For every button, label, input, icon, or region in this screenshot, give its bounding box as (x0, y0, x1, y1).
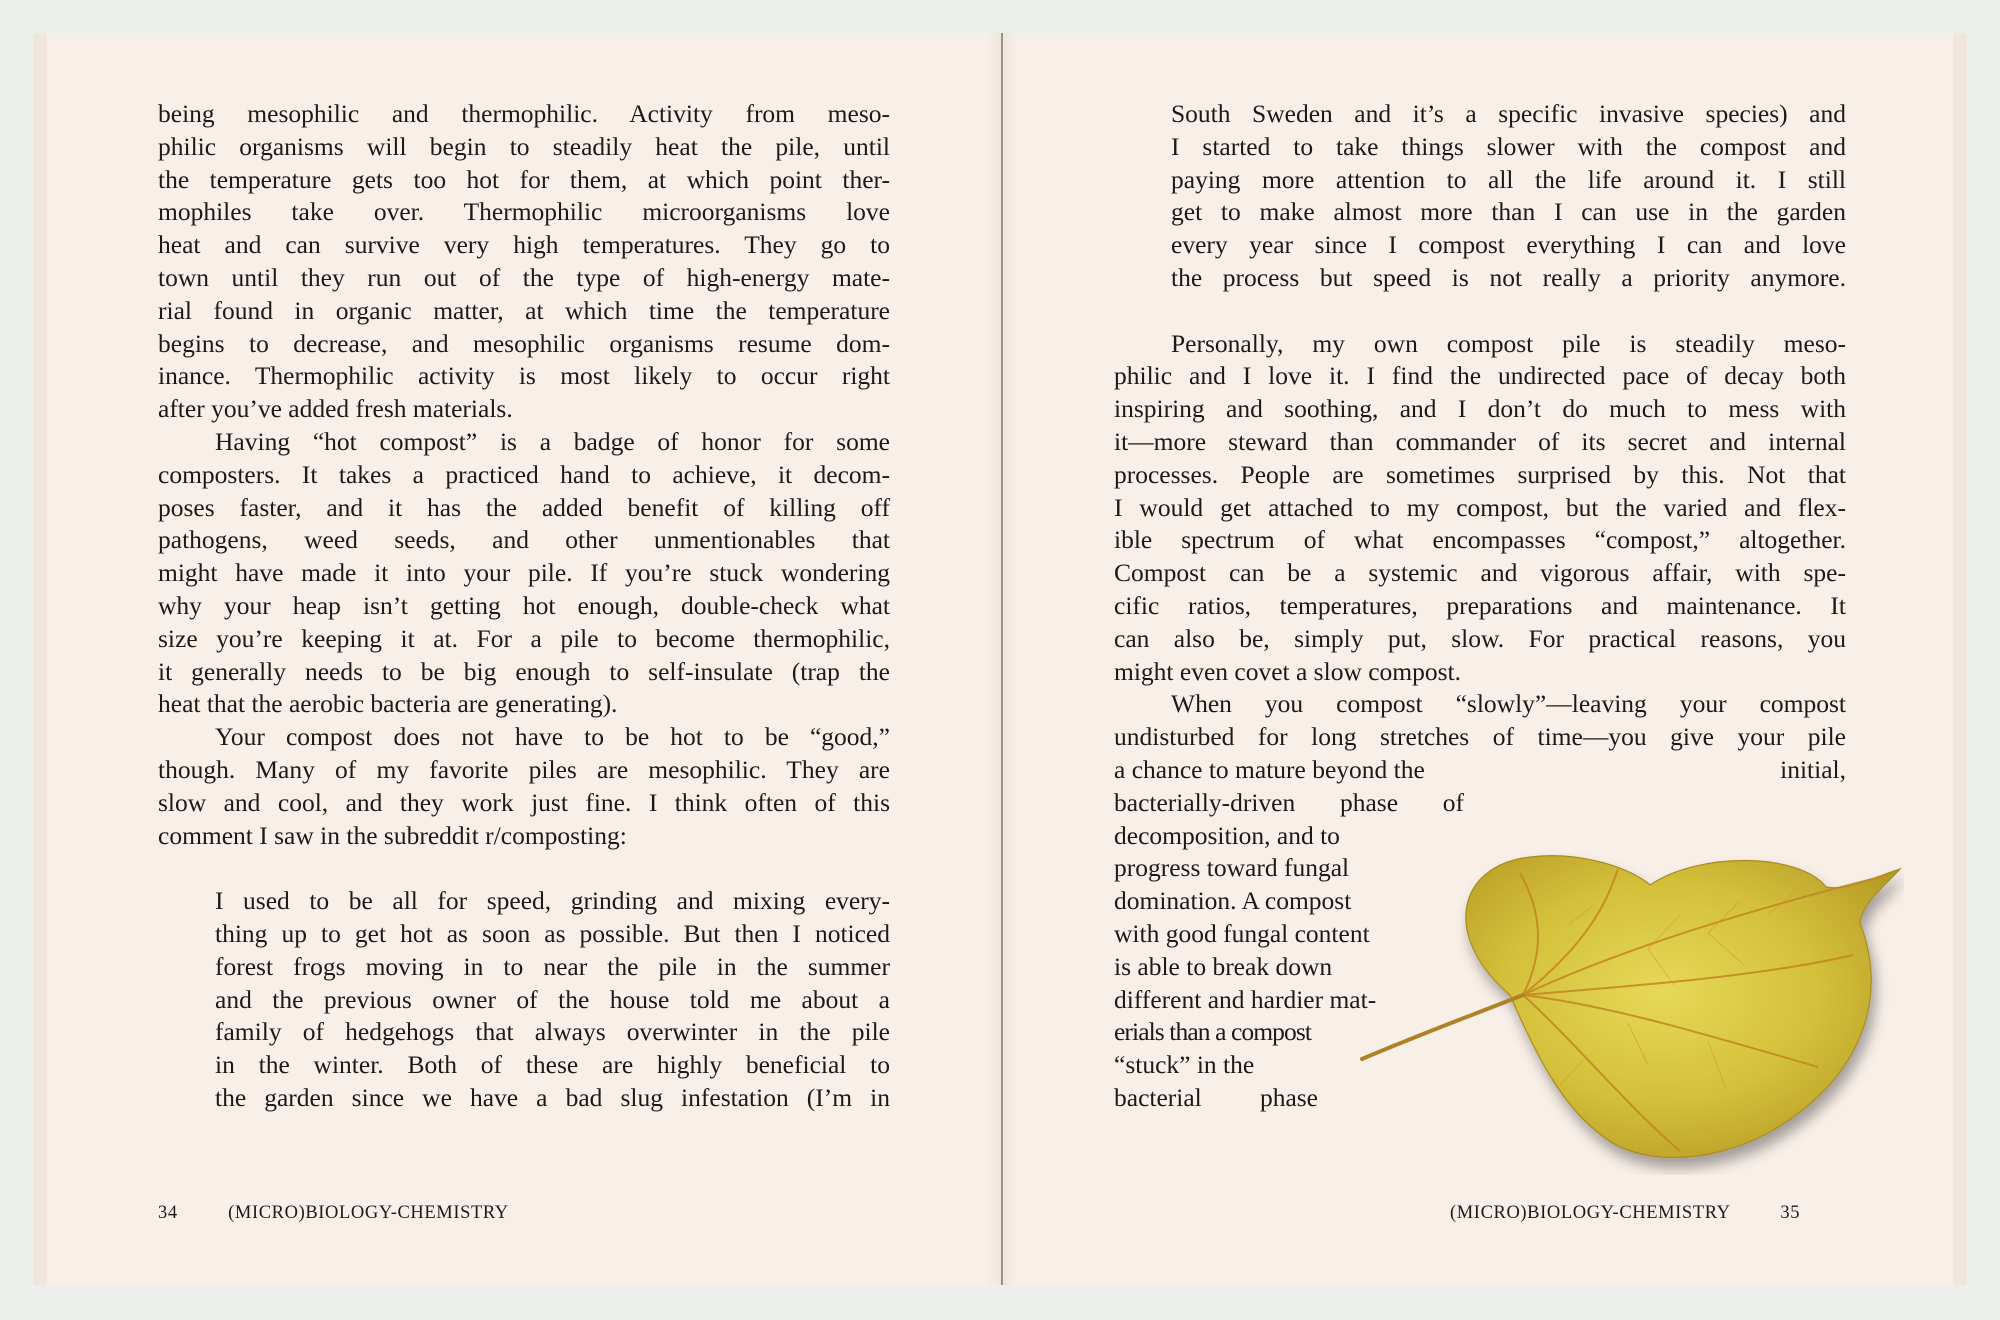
body-line: though. Many of my favorite piles are mesophilic. They are (158, 754, 890, 784)
body-line: inspiring and soothing, and I don’t do much to mess with (1114, 394, 1846, 424)
wrap-line: is able to break down (1114, 951, 1333, 981)
wrap-line: bacterially-driven phase of (1114, 787, 1464, 817)
page-number: 35 (1780, 1203, 1801, 1223)
right-page-edge (1953, 33, 1967, 1285)
leaf-icon (1348, 845, 1904, 1175)
book-gutter (1001, 33, 1003, 1285)
left-page-text (158, 98, 890, 1115)
quote-line: I used to be all for speed, grinding and mixing every- (215, 886, 890, 916)
wrap-line: decomposition, and to (1114, 820, 1340, 850)
quote-line: and the previous owner of the house told me about a (215, 984, 890, 1014)
split-line-left: a chance to mature beyond the (1114, 754, 1425, 784)
body-line: being mesophilic and thermophilic. Activity from meso- (158, 99, 890, 128)
body-line: cific ratios, temperatures, preparations and maintenance. It (1114, 590, 1846, 620)
body-line: Your compost does not have to be hot to be “good,” (215, 722, 890, 752)
body-line: rial found in organic matter, at which time the temperature (158, 295, 890, 325)
quote-line: I started to take things slower with the compost and (1171, 131, 1846, 161)
left-page-edge (33, 33, 47, 1285)
running-head: (MICRO)BIOLOGY-CHEMISTRY (228, 1203, 509, 1223)
body-line: comment I saw in the subreddit r/composting: (158, 820, 627, 850)
body-line: heat that the aerobic bacteria are generating). (158, 689, 618, 719)
wrap-line: bacterial phase (1114, 1082, 1318, 1112)
body-line: Personally, my own compost pile is steadily meso- (1171, 328, 1846, 358)
body-line: mophiles take over. Thermophilic microorganisms love (158, 197, 890, 227)
body-line: composters. It takes a practiced hand to achieve, it decom- (158, 459, 890, 489)
body-line: begins to decrease, and mesophilic organisms resume dom- (158, 328, 890, 358)
body-line: pathogens, weed seeds, and other unmentionables that (158, 525, 890, 555)
quote-line: the process but speed is not really a priority anymore. (1171, 262, 1846, 292)
body-line: processes. People are sometimes surprised by this. Not that (1114, 459, 1846, 489)
quote-line: in the winter. Both of these are highly beneficial to (215, 1050, 890, 1080)
body-line: can also be, simply put, slow. For practical reasons, you (1114, 623, 1846, 653)
body-line: Having “hot compost” is a badge of honor for some (215, 426, 890, 456)
body-line: town until they run out of the type of high-energy mate- (158, 262, 890, 292)
running-head: (MICRO)BIOLOGY-CHEMISTRY (1450, 1203, 1730, 1223)
wrap-line: with good fungal content (1114, 918, 1370, 948)
quote-line: paying more attention to all the life around it. I still (1171, 164, 1846, 194)
body-line: might even covet a slow compost. (1114, 656, 1462, 686)
quote-line: South Sweden and it’s a specific invasive species) and (1171, 99, 1846, 128)
block-quote-continued (1114, 98, 1846, 295)
wrap-line: domination. A compost (1114, 886, 1352, 916)
left-footer (158, 1203, 509, 1224)
body-line: ible spectrum of what encompasses “compost,” altogether. (1114, 525, 1846, 555)
block-quote (158, 885, 890, 1115)
body-line-split (1114, 754, 1846, 787)
body-line: why your heap isn’t getting hot enough, double-check what (158, 590, 890, 620)
body-line: size you’re keeping it at. For a pile to become thermophilic, (158, 623, 890, 653)
wrap-line: different and hardier mat- (1114, 984, 1377, 1014)
quote-line: forest frogs moving in to near the pile in the summer (215, 951, 890, 981)
page-number: 34 (158, 1203, 178, 1223)
body-line: it—more steward than commander of its secret and internal (1114, 426, 1846, 456)
body-line: might have made it into your pile. If you’re stuck wondering (158, 558, 890, 588)
quote-line: every year since I compost everything I can and love (1171, 230, 1846, 260)
body-line: after you’ve added fresh materials. (158, 394, 513, 424)
body-line: philic and I love it. I find the undirected pace of decay both (1114, 361, 1846, 391)
body-line: When you compost “slowly”—leaving your compost (1171, 689, 1846, 719)
split-line-right: initial, (1780, 754, 1846, 784)
body-line: Compost can be a systemic and vigorous affair, with spe- (1114, 558, 1846, 588)
body-line: inance. Thermophilic activity is most likely to occur right (158, 361, 890, 391)
quote-line: the garden since we have a bad slug infestation (I’m in (215, 1082, 890, 1112)
body-line: heat and can survive very high temperatures. They go to (158, 230, 890, 260)
body-line: slow and cool, and they work just fine. I think often of this (158, 787, 890, 817)
body-line: poses faster, and it has the added benefit of killing off (158, 492, 890, 522)
body-line: philic organisms will begin to steadily heat the pile, until (158, 131, 890, 161)
wrap-line: “stuck” in the (1114, 1050, 1255, 1080)
body-line: it generally needs to be big enough to self-insulate (trap the (158, 656, 890, 686)
wrap-line: erials than a compost (1114, 1017, 1312, 1047)
right-footer (1450, 1203, 1800, 1224)
body-line: I would get attached to my compost, but the varied and flex- (1114, 492, 1846, 522)
body-line: the temperature gets too hot for them, at which point ther- (158, 164, 890, 194)
quote-line: thing up to get hot as soon as possible. But then I noticed (215, 918, 890, 948)
quote-line: get to make almost more than I can use in the garden (1171, 197, 1846, 227)
body-line: undisturbed for long stretches of time—you give your pile (1114, 722, 1846, 752)
quote-line: family of hedgehogs that always overwinter in the pile (215, 1017, 890, 1047)
wrap-line: progress toward fungal (1114, 853, 1350, 883)
